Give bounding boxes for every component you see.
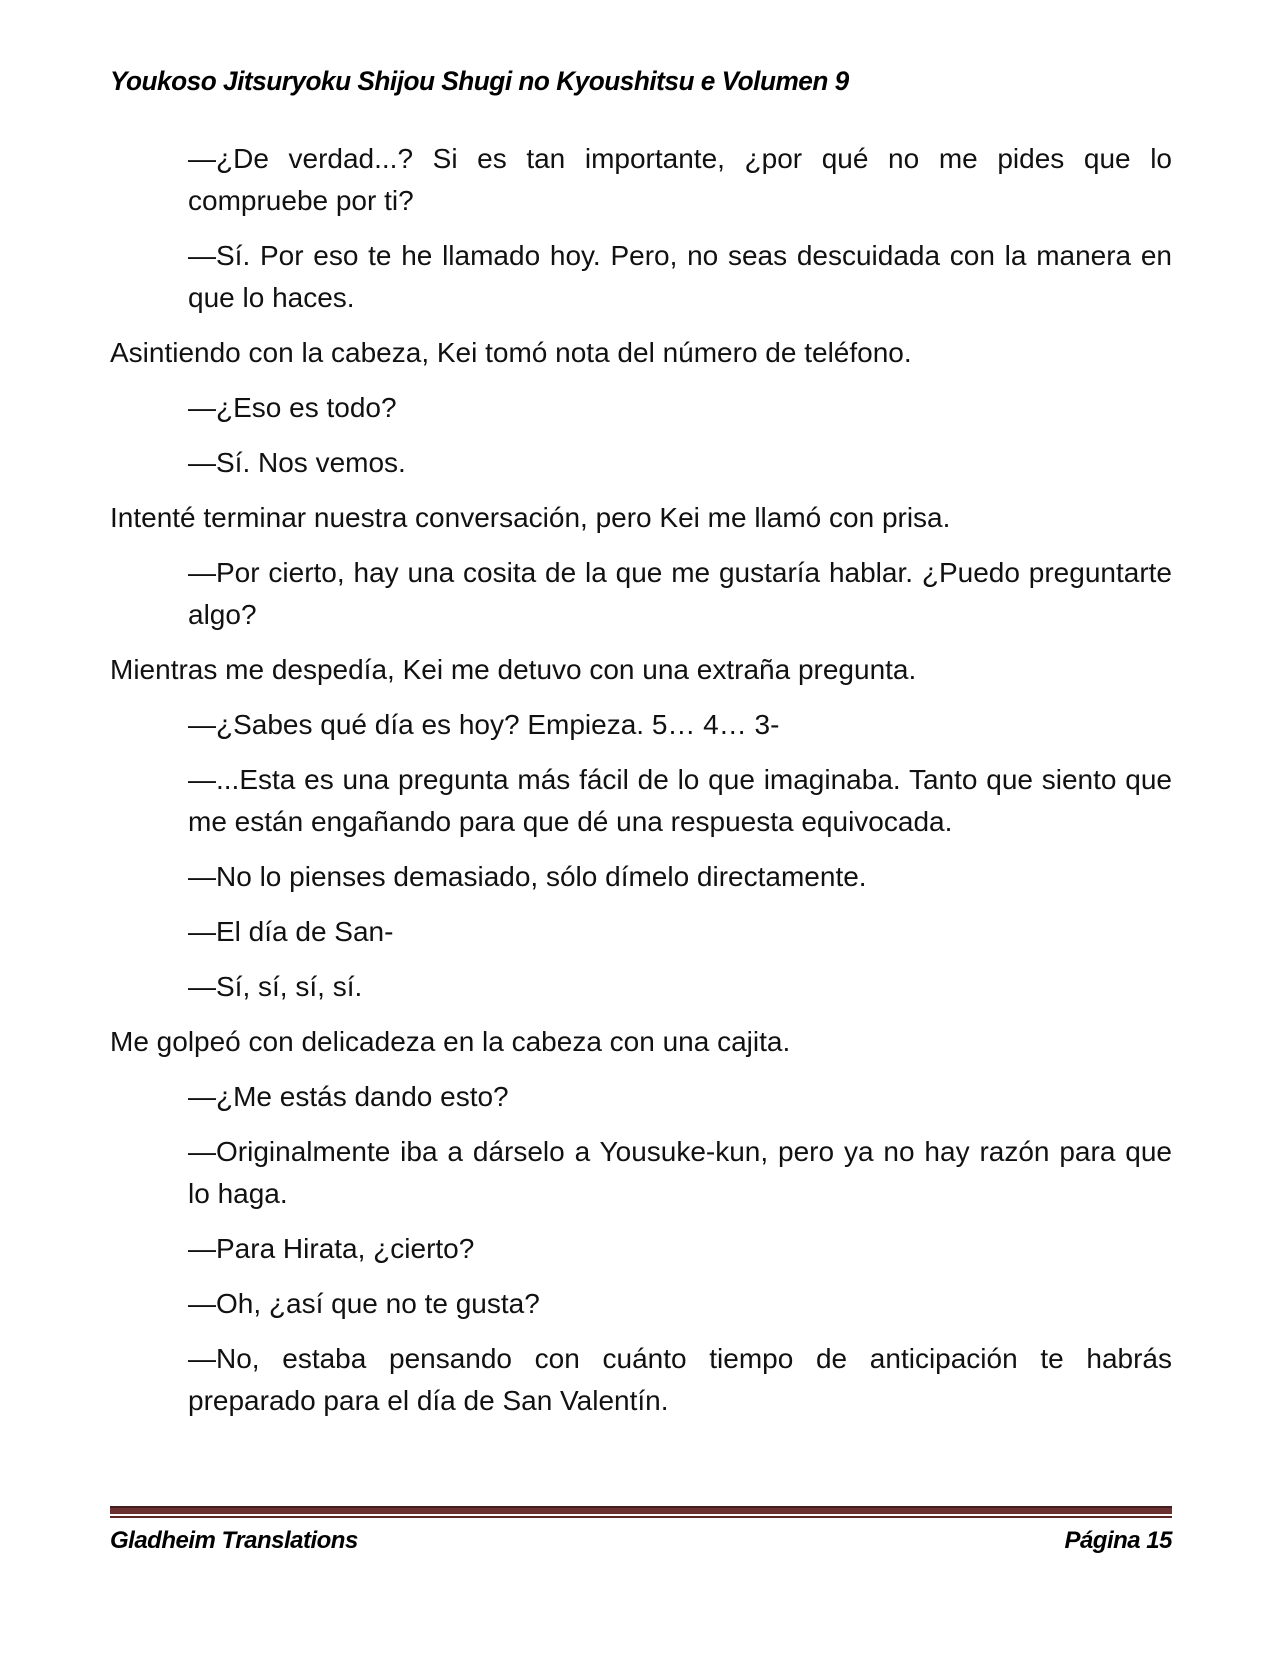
narration-paragraph: Intenté terminar nuestra conversación, pero Kei me llamó con prisa. <box>110 502 951 533</box>
dialogue-paragraph: —El día de San- <box>188 916 394 947</box>
narration-paragraph: Asintiendo con la cabeza, Kei tomó nota del número de teléfono. <box>110 337 912 368</box>
page-header <box>110 66 1172 97</box>
dialogue-paragraph: —¿Eso es todo? <box>188 392 397 423</box>
narration-paragraph: Mientras me despedía, Kei me detuvo con una extraña pregunta. <box>110 654 917 685</box>
dialogue-paragraph: —Por cierto, hay una cosita de la que me gustaría hablar. ¿Puedo preguntarte algo? <box>188 557 1172 630</box>
dialogue-paragraph: —Sí. Por eso te he llamado hoy. Pero, no seas descuidada con la manera en que lo haces. <box>188 240 1172 313</box>
dialogue-paragraph: —Para Hirata, ¿cierto? <box>188 1233 475 1264</box>
dialogue-paragraph: —Originalmente iba a dárselo a Yousuke-kun, pero ya no hay razón para que lo haga. <box>188 1136 1172 1209</box>
narration-paragraph: Me golpeó con delicadeza en la cabeza con una cajita. <box>110 1026 791 1057</box>
dialogue-paragraph: —No lo pienses demasiado, sólo dímelo directamente. <box>188 861 867 892</box>
footer-row <box>110 1527 1172 1555</box>
translator-credit: Gladheim Translations <box>110 1527 358 1554</box>
dialogue-paragraph: —No, estaba pensando con cuánto tiempo de anticipación te habrás preparado para el día de San Valentín. <box>188 1343 1172 1416</box>
dialogue-paragraph: —¿De verdad...? Si es tan importante, ¿por qué no me pides que lo compruebe por ti? <box>188 143 1172 216</box>
page-footer <box>110 1506 1172 1555</box>
dialogue-paragraph: —¿Sabes qué día es hoy? Empieza. 5… 4… 3- <box>188 709 780 740</box>
page-number: Página 15 <box>1064 1527 1172 1554</box>
dialogue-paragraph: —Sí, sí, sí, sí. <box>188 971 363 1002</box>
dialogue-paragraph: —¿Me estás dando esto? <box>188 1081 509 1112</box>
dialogue-paragraph: —Sí. Nos vemos. <box>188 447 406 478</box>
dialogue-paragraph: —Oh, ¿así que no te gusta? <box>188 1288 540 1319</box>
footer-divider <box>110 1506 1172 1519</box>
dialogue-paragraph: —...Esta es una pregunta más fácil de lo que imaginaba. Tanto que siento que me están engañando para que dé una respuesta equivocada. <box>188 764 1172 837</box>
volume-title: Youkoso Jitsuryoku Shijou Shugi no Kyoushitsu e Volumen 9 <box>110 66 849 96</box>
content <box>110 138 1172 1435</box>
